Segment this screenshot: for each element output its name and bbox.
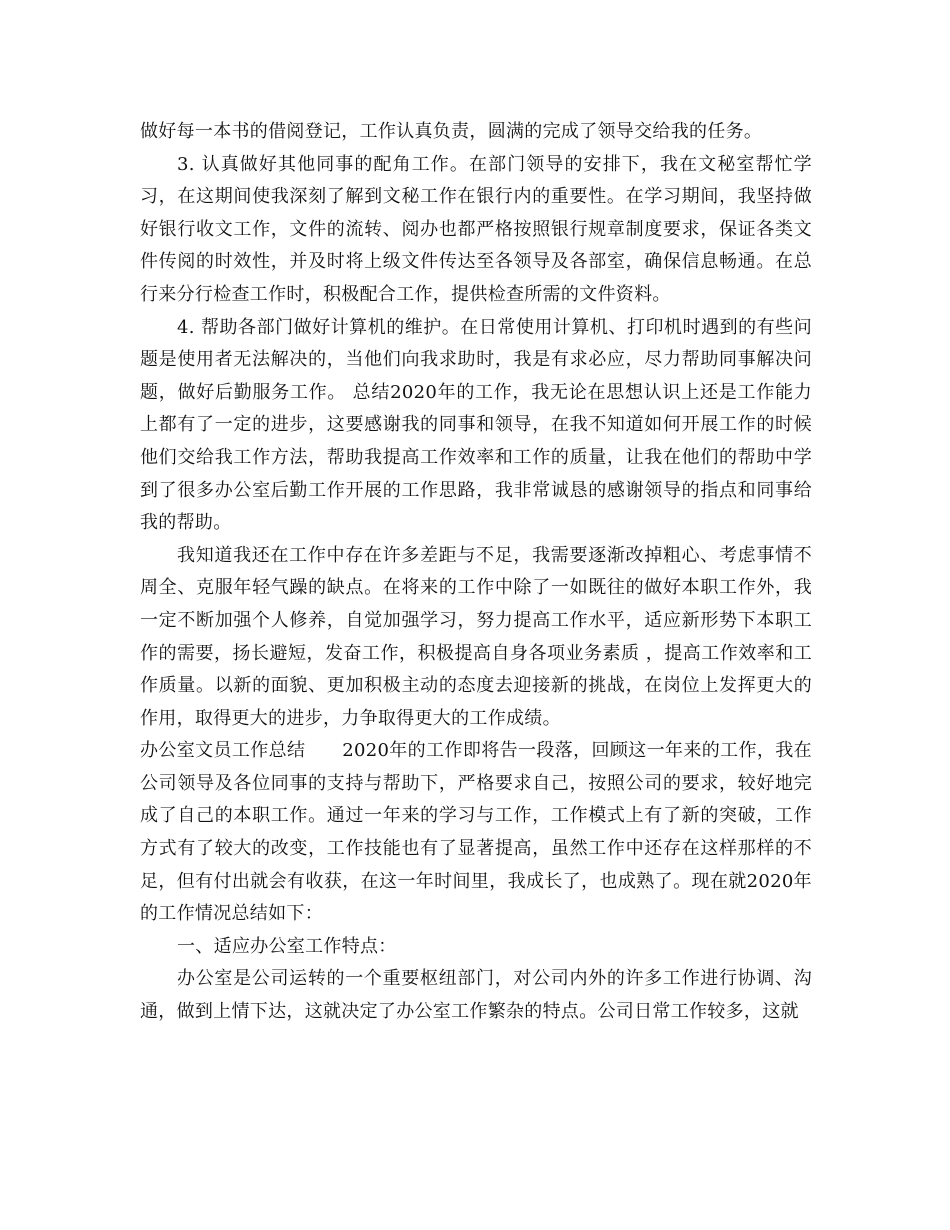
paragraph-5: 办公室文员工作总结 2020年的工作即将告一段落，回顾这一年来的工作，我在公司领导及各位同事的支持与帮助下，严格要求自己，按照公司的要求，较好地完成了自己的本职工作。通过一年来的学习与工作，工作模式上有了新的突破，工作方式有了较大的改变，工作技能也有了显著提高，虽然工作中还存在这样那样的不足，但有付出就会有收获，在这一年时间里，我成长了，也成熟了。现在就2020年的工作情况总结如下：: [140, 740, 812, 925]
document-body: [140, 116, 812, 1029]
paragraph-4: 我知道我还在工作中存在许多差距与不足，我需要逐渐改掉粗心、考虑事情不周全、克服年轻气躁的缺点。在将来的工作中除了一如既往的做好本职工作外，我一定不断加强个人修养，自觉加强学习，努力提高工作水平，适应新形势下本职工作的需要，扬长避短，发奋工作，积极提高自身各项业务素质 ，提高工作效率和工作质量。以新的面貌、更加积极主动的态度去迎接新的挑战，在岗位上发挥更大的作用，取得更大的进步，力争取得更大的工作成绩。: [140, 544, 812, 729]
paragraph-7: 办公室是公司运转的一个重要枢纽部门，对公司内外的许多工作进行协调、沟通，做到上情下达，这就决定了办公室工作繁杂的特点。公司日常工作较多，这就: [140, 968, 812, 1023]
paragraph-3: 4. 帮助各部门做好计算机的维护。在日常使用计算机、打印机时遇到的有些问题是使用者无法解决的，当他们向我求助时，我是有求必应，尽力帮助同事解决问题，做好后勤服务工作。 总结2020年的工作，我无论在思想认识上还是工作能力上都有了一定的进步，这要感谢我的同事和领导，在我不知道如何开展工作的时候他们交给我工作方法，帮助我提高工作效率和工作的质量，让我在他们的帮助中学到了很多办公室后勤工作开展的工作思路，我非常诚恳的感谢领导的指点和同事给我的帮助。: [140, 316, 812, 534]
paragraph-1: 做好每一本书的借阅登记，工作认真负责，圆满的完成了领导交给我的任务。: [140, 121, 763, 142]
paragraph-2: 3. 认真做好其他同事的配角工作。在部门领导的安排下，我在文秘室帮忙学习，在这期间使我深刻了解到文秘工作在银行内的重要性。在学习期间，我坚持做好银行收文工作，文件的流转、阅办也都严格按照银行规章制度要求，保证各类文件传阅的时效性，并及时将上级文件传达至各领导及各部室，确保信息畅通。在总行来分行检查工作时，积极配合工作，提供检查所需的文件资料。: [140, 153, 812, 305]
paragraph-6: 一、适应办公室工作特点：: [177, 935, 397, 957]
